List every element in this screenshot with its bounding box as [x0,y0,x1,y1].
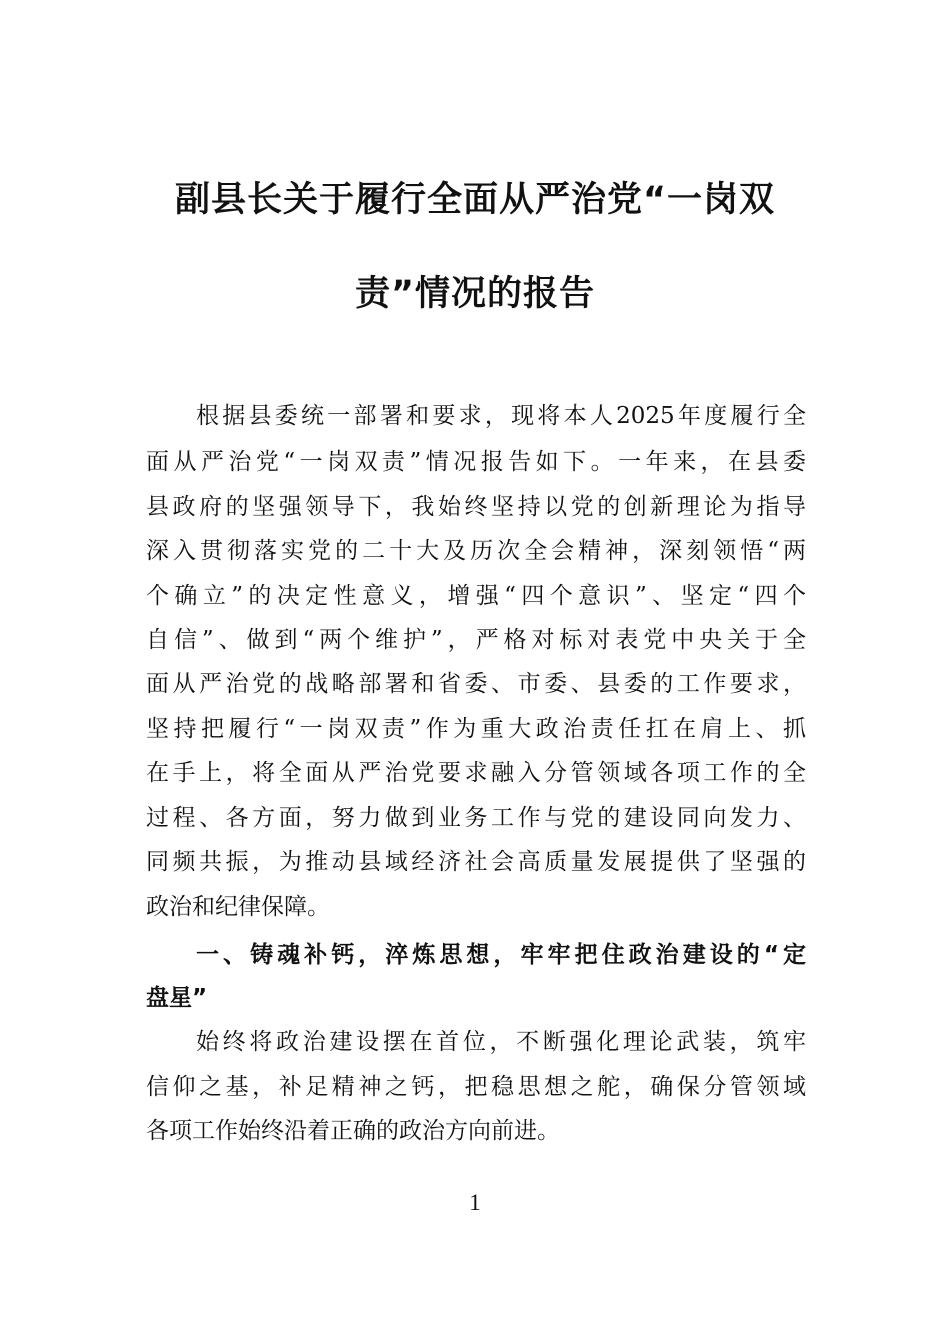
heading-line: 一、铸魂补钙，淬炼思想，牢牢把住政治建设的“定 [196,942,806,968]
text-line: 始终将政治建设摆在首位，不断强化理论武装，筑牢 [196,1029,806,1055]
text-line: 面从严治党的战略部署和省委、市委、县委的工作要求， [146,671,806,697]
text-line: 自信”、做到“两个维护”，严格对标对表党中央关于全 [146,627,806,653]
title-line: 副县长关于履行全面从严治党“一岗双 [174,180,775,220]
text-line: 信仰之基，补足精神之钙，把稳思想之舵，确保分管领域 [146,1074,806,1100]
text-line: 深入贯彻落实党的二十大及历次全会精神，深刻领悟“两 [146,538,806,564]
text-line: 面从严治党“一岗双责”情况报告如下。一年来，在县委 [146,449,806,475]
heading-line: 盘星” [146,985,208,1011]
text-line: 坚持把履行“一岗双责”作为重大政治责任扛在肩上、抓 [146,716,806,742]
title-line: 责”情况的报告 [354,274,595,314]
text-line: 个确立”的决定性意义，增强“四个意识”、坚定“四个 [146,583,806,609]
text-line: 同频共振，为推动县域经济社会高质量发展提供了坚强的 [146,849,806,875]
text-line: 过程、各方面，努力做到业务工作与党的建设同向发力、 [146,805,806,831]
text-line: 县政府的坚强领导下，我始终坚持以党的创新理论为指导 [146,494,806,520]
text-line: 在手上，将全面从严治党要求融入分管领域各项工作的全 [146,760,806,786]
text-line: 政治和纪律保障。 [146,894,330,920]
text-line: 根据县委统一部署和要求，现将本人2025年度履行全 [196,403,806,429]
page-number: 1 [469,1190,481,1215]
text-line: 各项工作始终沿着正确的政治方向前进。 [146,1118,560,1144]
